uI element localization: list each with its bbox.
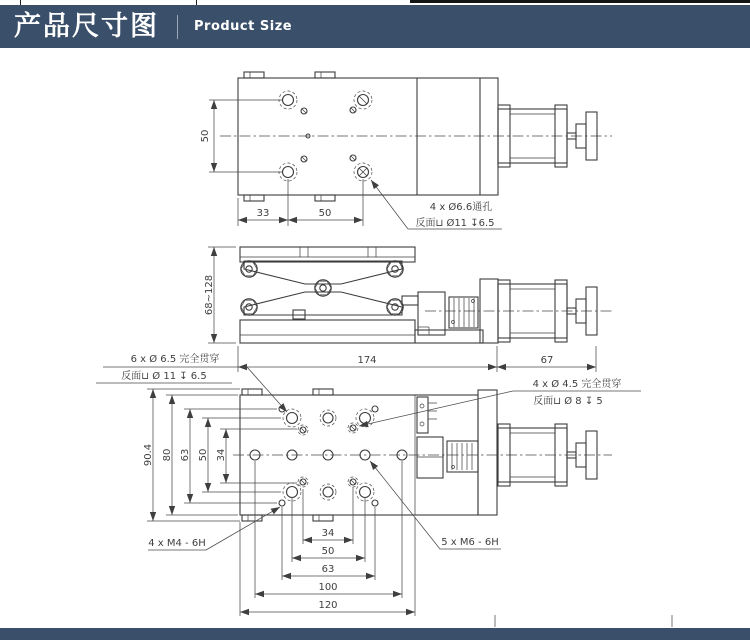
top-view [200, 72, 612, 229]
note-6-holes-line2: 反面⊔ Ø 11 ↧ 6.5 [121, 371, 207, 382]
dim-label-50: 50 [318, 208, 332, 219]
dim-label-63h: 63 [321, 564, 335, 575]
bottom-view [96, 352, 672, 627]
dim-label-67: 67 [540, 355, 554, 366]
sensor-bracket [417, 397, 428, 433]
leader-line [206, 507, 280, 550]
dim-label-120h: 120 [318, 600, 338, 611]
dim-label-63v: 63 [180, 448, 191, 462]
leader-line [359, 391, 513, 426]
dim-label-90-4: 90.4 [143, 443, 154, 467]
dim-label-100h: 100 [318, 582, 338, 593]
top-plate [240, 247, 415, 262]
stage-body [238, 78, 498, 195]
center-pivot-bolt [315, 280, 331, 296]
dim-label-50h: 50 [321, 546, 335, 557]
dim-label-height-range: 68~128 [204, 274, 215, 316]
page-subtitle: Product Size [194, 19, 293, 34]
scissor-arm-lower [244, 292, 402, 315]
note-6-holes-line1: 6 x Ø 6.5 完全贯穿 [130, 354, 220, 365]
dim-label-50v: 50 [198, 448, 209, 462]
side-view [204, 247, 612, 372]
leader-line [370, 461, 440, 549]
dim-label-34v: 34 [216, 448, 227, 462]
dim-label-174: 174 [357, 355, 377, 366]
motor-end-plate [478, 390, 497, 515]
dim-label-34h: 34 [321, 528, 335, 539]
dim-label-80: 80 [162, 448, 173, 462]
note-through-hole-line1: 4 x Ø6.6通孔 [429, 202, 493, 213]
note-4-holes-line2: 反面⊔ Ø 8 ↧ 5 [533, 396, 603, 407]
dim-label-vertical-50: 50 [200, 129, 211, 143]
section-footer-bar [0, 628, 750, 640]
note-m6-threads: 5 x M6 - 6H [441, 537, 499, 548]
motor-bracket [418, 292, 445, 335]
base-plate [240, 320, 415, 343]
note-m4-threads: 4 x M4 - 6H [148, 538, 206, 549]
page-title: 产品尺寸图 [14, 11, 159, 42]
scissor-arm-upper [244, 261, 402, 284]
note-4-holes-line1: 4 x Ø 4.5 完全贯穿 [532, 379, 622, 390]
leader-line [371, 180, 408, 229]
dim-label-33: 33 [256, 208, 270, 219]
note-through-hole-line2: 反面⊔ Ø11 ↧6.5 [415, 218, 495, 229]
